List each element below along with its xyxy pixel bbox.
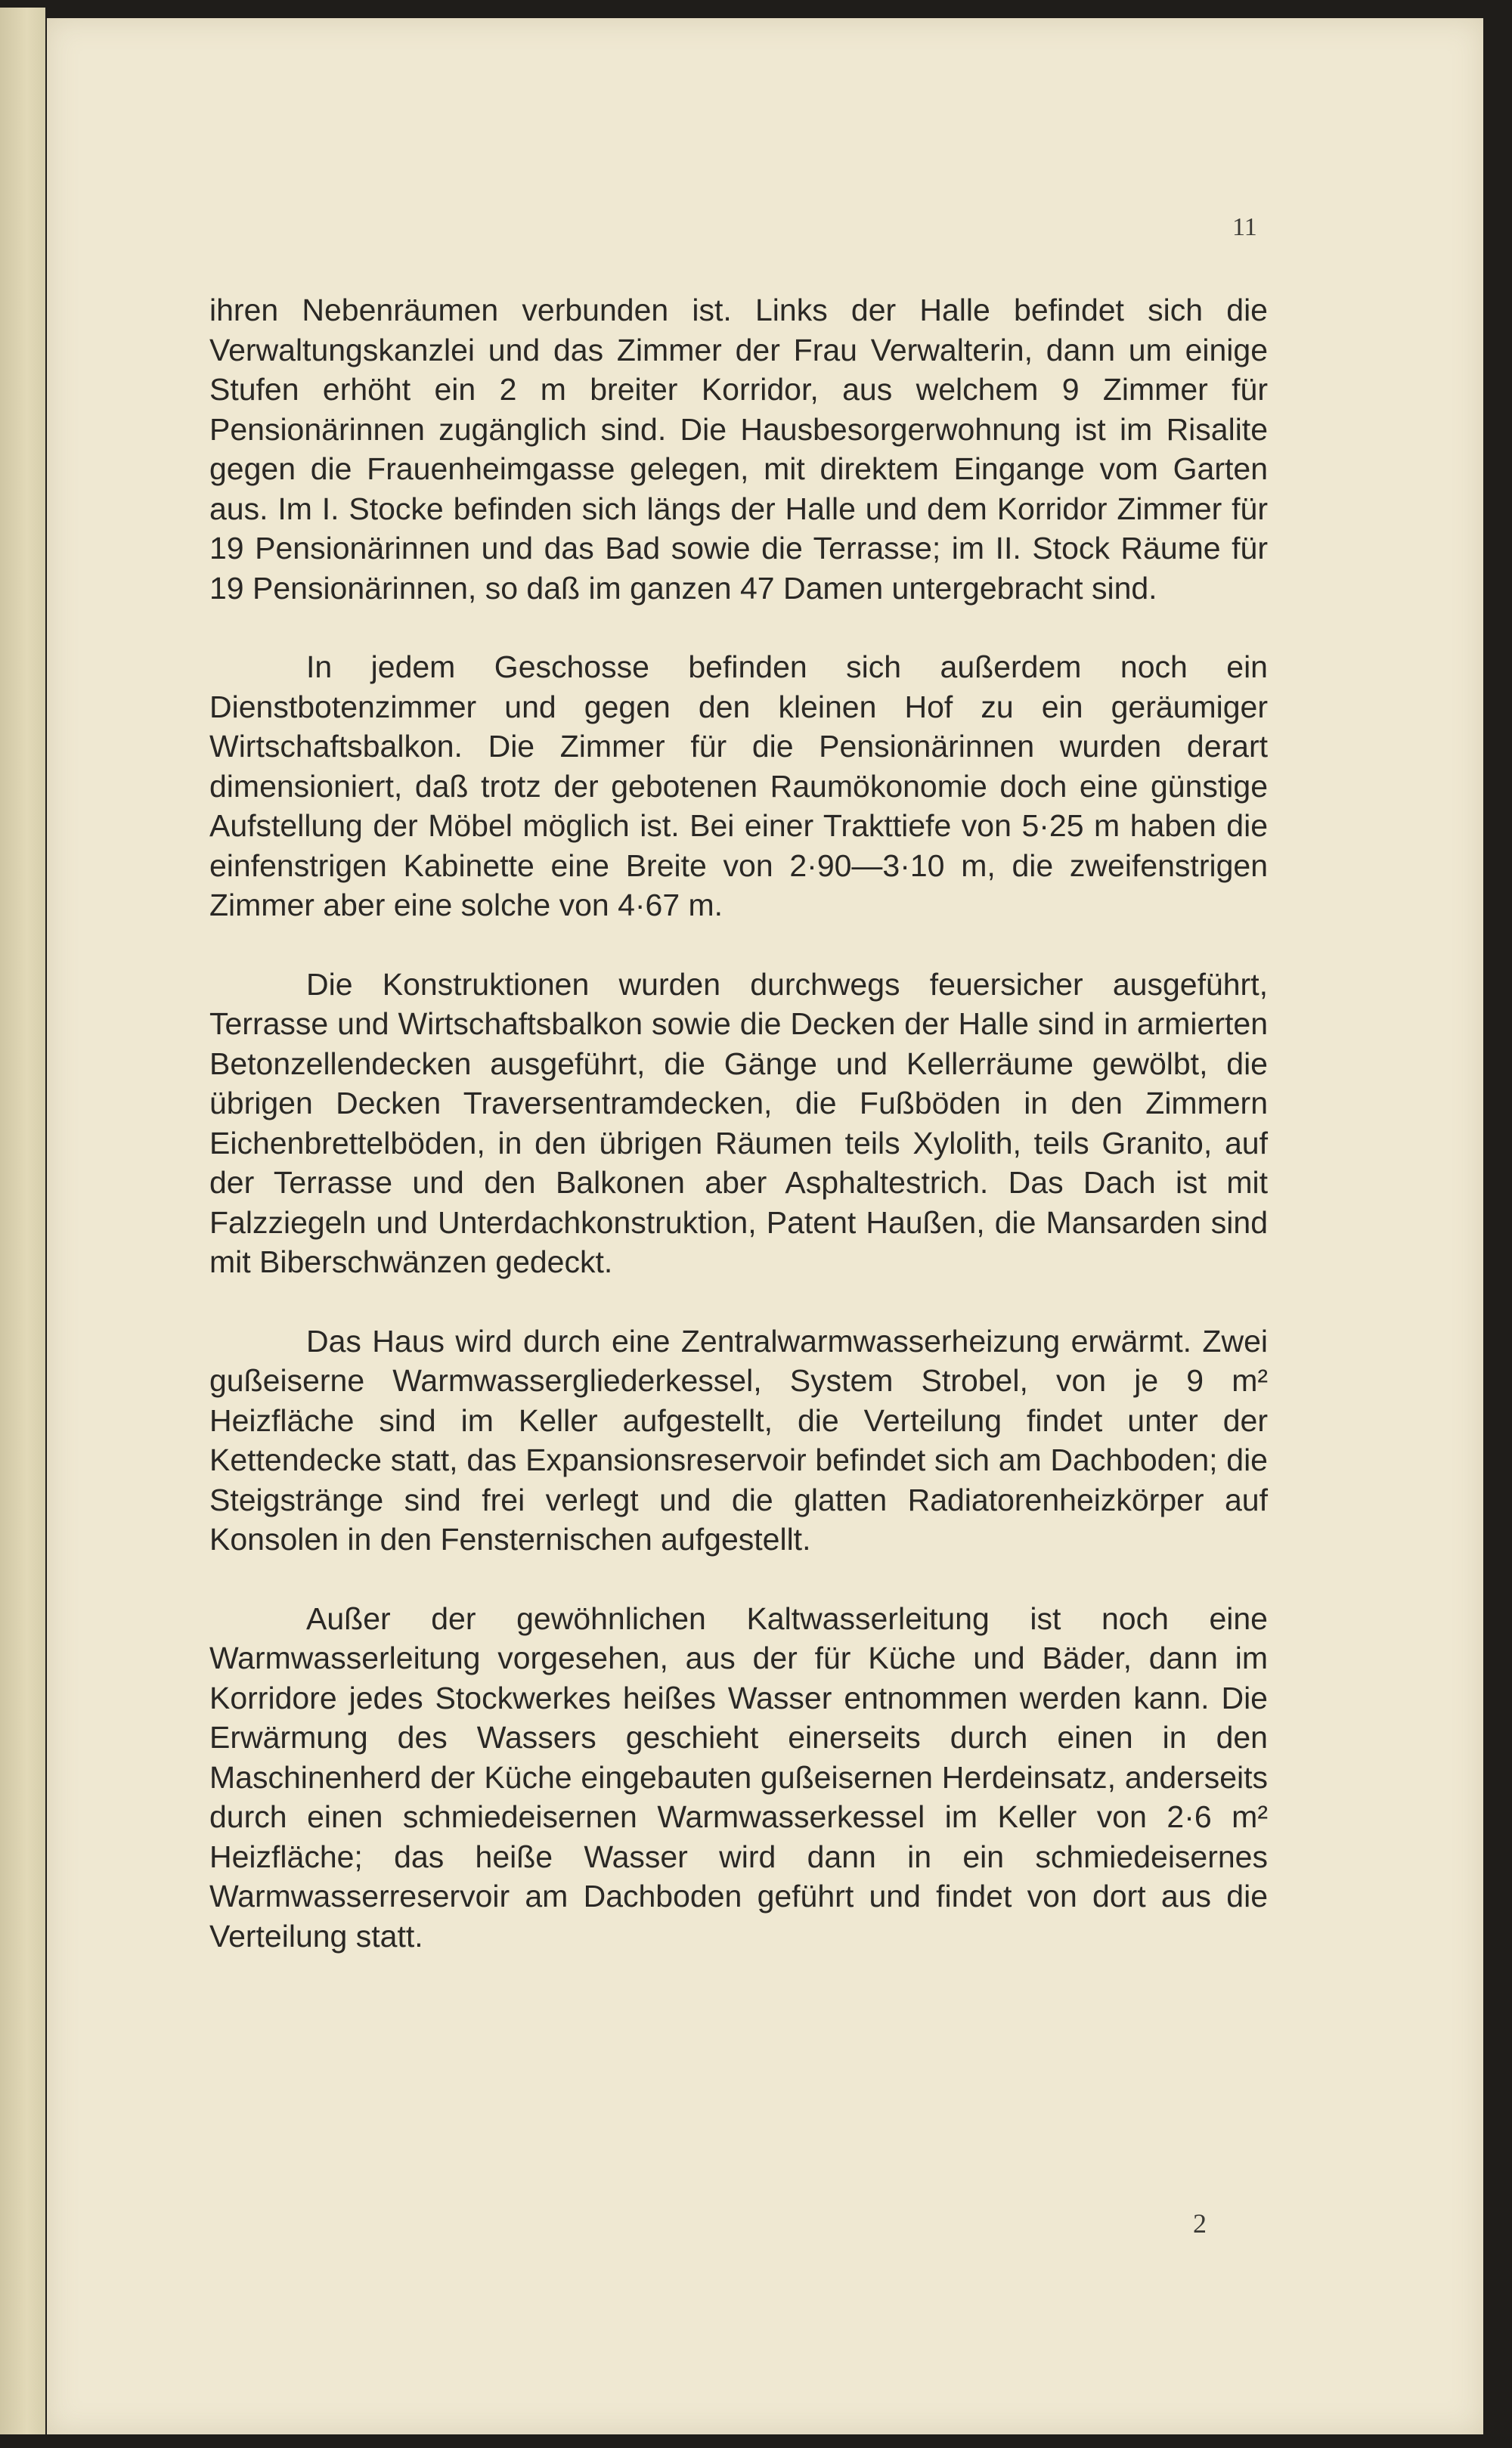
paragraph-continuation: ihren Nebenräumen verbunden ist. Links der Halle befindet sich die Verwaltungskanzlei und das Zimmer der Frau Verwalterin, dann um einige Stufen erhöht ein 2 m breiter Korridor, aus welchem 9 Zimmer für Pensionärinnen zugänglich sind. Die Hausbesorgerwohnung ist im Risalite gegen die Frauenheimgasse gelegen, mit direktem Eingange vom Garten aus. Im I. Stocke befinden sich längs der Halle und dem Korridor Zimmer für 19 Pensionärinnen und das Bad sowie die Terrasse; im II. Stock Räume für 19 Pensionärinnen, so daß im ganzen 47 Damen untergebracht sind. xyxy=(209,293,1268,606)
page-sheet xyxy=(47,18,1483,2434)
page-number: 11 xyxy=(1232,213,1257,241)
signature-mark: 2 xyxy=(1193,2208,1207,2239)
paragraph: Das Haus wird durch eine Zentralwarmwasserheizung erwärmt. Zwei gußeiserne Warmwassergliederkessel, System Strobel, von je 9 m² Heizfläche sind im Keller aufgestellt, die Verteilung findet unter der Kettendecke statt, das Expansionsreservoir befindet sich am Dachboden; die Steigstränge sind frei verlegt und die glatten Radiatorenheizkörper auf Konsolen in den Fensternischen aufgestellt. xyxy=(209,1323,1268,1557)
book-spine-edge xyxy=(0,8,45,2434)
paragraph: In jedem Geschosse befinden sich außerdem noch ein Dienstbotenzimmer und gegen den kleinen Hof zu ein geräumiger Wirtschaftsbalkon. Die Zimmer für die Pensionärinnen wurden derart dimensioniert, daß trotz der gebotenen Raumökonomie doch eine günstige Aufstellung der Möbel möglich ist. Bei einer Trakttiefe von 5·25 m haben die einfenstrigen Kabinette eine Breite von 2·90—3·10 m, die zweifenstrigen Zimmer aber eine solche von 4·67 m. xyxy=(209,649,1268,922)
paragraph: Die Konstruktionen wurden durchwegs feuersicher ausgeführt, Terrasse und Wirtschaftsbalkon sowie die Decken der Halle sind in armierten Betonzellendecken ausgeführt, die Gänge und Kellerräume gewölbt, die übrigen Decken Traversentramdecken, die Fußböden in den Zimmern Eichenbrettelböden, in den übrigen Räumen teils Xylolith, teils Granito, auf der Terrasse und den Balkonen aber Asphaltestrich. Das Dach ist mit Falzziegeln und Unterdachkonstruktion, Patent Haußen, die Mansarden sind mit Biberschwänzen gedeckt. xyxy=(209,966,1268,1279)
paragraph: Außer der gewöhnlichen Kaltwasserleitung ist noch eine Warmwasserleitung vorgesehen, aus der für Küche und Bäder, dann im Korridore jedes Stockwerkes heißes Wasser entnommen werden kann. Die Erwärmung des Wassers geschieht einerseits durch einen in den Maschinenherd der Küche eingebauten gußeisernen Herdeinsatz, anderseits durch einen schmiedeisernen Warmwasserkessel im Keller von 2·6 m² Heizfläche; das heiße Wasser wird dann in ein schmiedeisernes Warmwasserreservoir am Dachboden geführt und findet von dort aus die Verteilung statt. xyxy=(209,1600,1268,1954)
body-text xyxy=(209,290,1268,1956)
